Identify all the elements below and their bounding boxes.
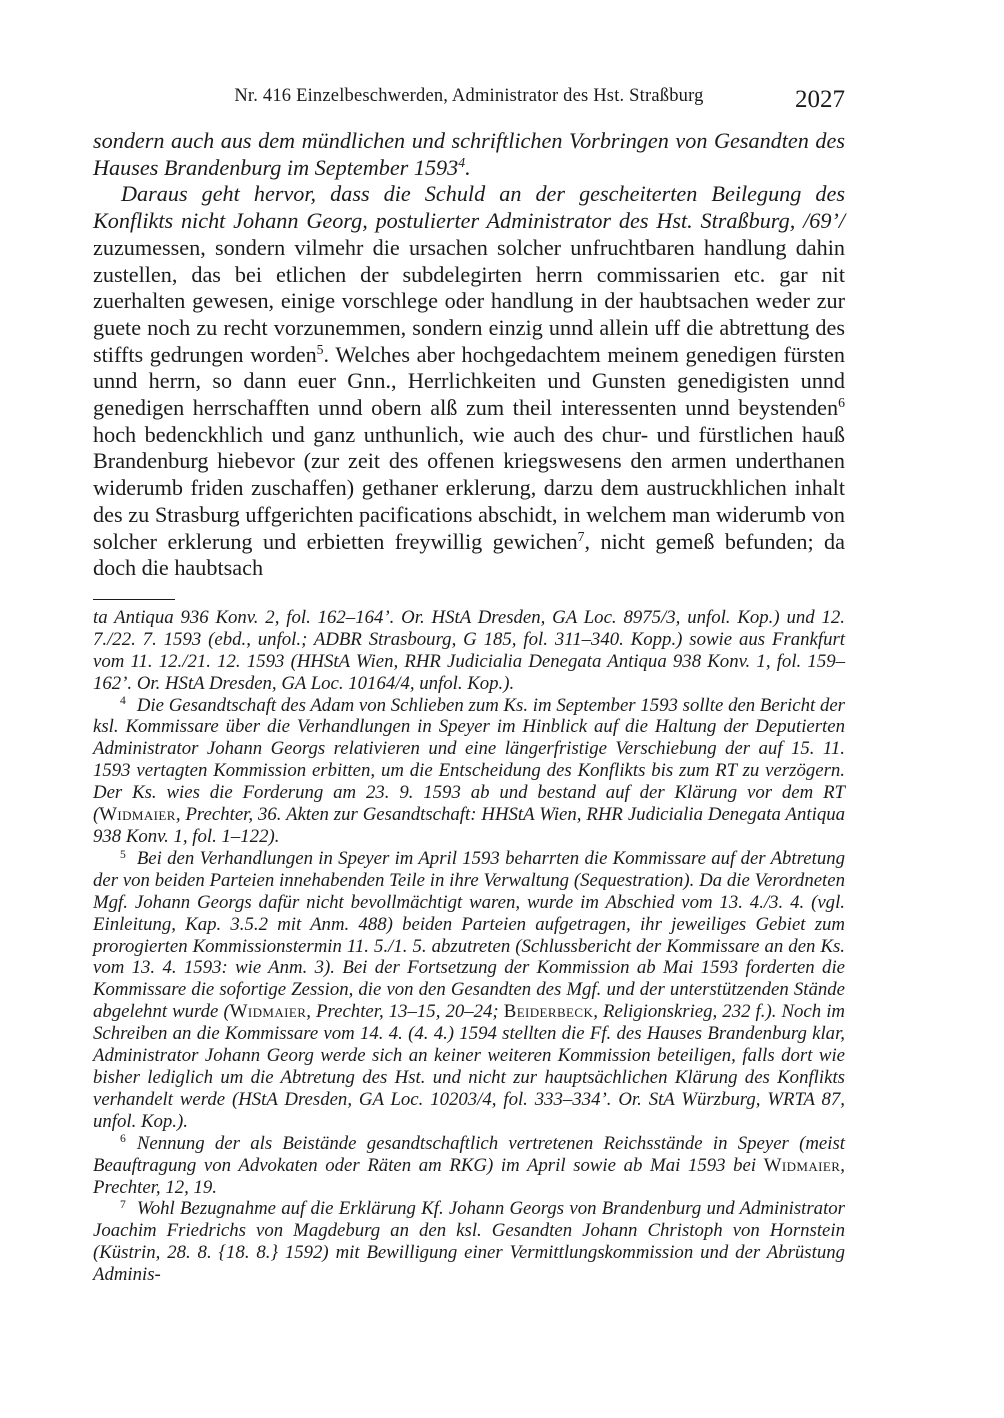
page-number: 2027 [795, 86, 845, 113]
text-segment: Die Gesandtschaft des Adam von Schlieben zum Ks. im September 1593 sollte den Bericht der ksl. Kommissare über die Verhandlungen in Speyer im Hinblick auf die Haltung der Deputierten Administrator Johann Georgs relativieren und eine längerfristige Verschiebung der auf 15. 11. 1593 vertagten Kommission erbitten, um die Entscheidung des Konflikts bis zum RT zu verzögern. Der Ks. wies die Forderung am 23. 9. 1593 ab und bestand auf der Klärung vor dem RT ( [93, 694, 845, 826]
footnote [93, 1198, 845, 1286]
footnote-continuation [93, 607, 845, 695]
text-segment: Bei den Verhandlungen in Speyer im April 1593 beharrten die Kommissare auf der Abtretung der von beiden Parteien innehabenden Teile in ihre Verwaltung (Sequestration). Da die Verordneten Mgf. Johann Georgs dafür nicht bevollmächtigt waren, wurde im Abschied vom 13. 4./3. 4. (vgl. Einleitung, Kap. 3.5.2 mit Anm. 488) beiden Parteien aufgetragen, ihr jeweiliges Gebiet zum prorogierten Kommissionstermin 11. 5./1. 5. abzutreten (Schlussbericht der Kommissare an den Ks. vom 13. 4. 1593: wie Anm. 3). Bei der Fortsetzung der Kommission ab Mai 1593 forderten die Kommissare die sofortige Zession, die von den Gesandten des Mgf. und der unterstützenden Stände abgelehnt wurde ( [93, 847, 845, 1023]
text-segment: sondern auch aus dem mündlichen und schriftlichen Vorbringen von Gesandten des Hauses Brandenburg im September 1593 [93, 128, 845, 180]
footnote [93, 848, 845, 1133]
text-segment: , Prechter, 12, 19. [93, 1154, 845, 1198]
footnote-number: 4 [120, 694, 126, 708]
footnote-reference: 7 [577, 528, 585, 544]
text-segment: . Welches aber hochgedachtem meinem genedigen fürsten unnd herrn, so dann euer Gnn., Herrlichkeiten und Gunsten genedigisten unnd genedigen herrschafften unnd obern alß zum theil interessenten unnd beystenden [93, 341, 845, 421]
author-smallcaps: Beiderbeck [503, 1001, 594, 1023]
text-segment: Wohl Bezugnahme auf die Erklärung Kf. Johann Georgs von Brandenburg und Administrator Joachim Friedrichs von Magdeburg an den ksl. Gesandten Johann Christoph von Hornstein (Küstrin, 28. 8. {18. 8.} 1592) mit Bewilligung einer Vermittlungskommission und der Abrüstung Adminis- [93, 1198, 845, 1286]
footnote-reference: 4 [458, 155, 466, 171]
text-segment: , Religionskrieg, 232 f.). Noch im Schreiben an die Kommissare vom 14. 4. (4. 4.) 1594 stellten die Ff. des Hauses Brandenburg klar, Administrator Johann Georg werde sich an keiner weiteren Kommission beteiligen, falls dort wie bisher lediglich um die Abtretung des Hst. und nicht zur hauptsächlichen Klärung des Konflikts verhandelt werde (HStA Dresden, GA Loc. 10203/4, fol. 333–334’. Or. StA Würzburg, WRTA 87, unfol. Kop.). [93, 1001, 845, 1132]
author-smallcaps: Widmaier [763, 1154, 841, 1176]
author-smallcaps: Widmaier [229, 1001, 307, 1023]
running-head: Nr. 416 Einzelbeschwerden, Administrator des Hst. Straßburg [234, 86, 704, 106]
footnote-reference: 6 [838, 395, 845, 411]
footnote [93, 695, 845, 848]
text-segment: , Prechter, 36. Akten zur Gesandtschaft: HHStA Wien, RHR Judicialia Denegata Antiqua 938 Konv. 1, fol. 1–122). [93, 804, 845, 848]
body-paragraph [93, 128, 845, 181]
text-segment: ta Antiqua 936 Konv. 2, fol. 162–164’. Or. HStA Dresden, GA Loc. 8975/3, unfol. Kop.) und 12. 7./22. 7. 1593 (ebd., unfol.; ADBR Strasbourg, G 185, fol. 311–340. Kopp.) sowie aus Frankfurt vom 11. 12./21. 12. 1593 (HHStA Wien, RHR Judicialia Denegata Antiqua 938 Konv. 1, fol. 159–162’. Or. HStA Dresden, GA Loc. 10164/4, unfol. Kop.). [93, 606, 845, 694]
text-segment: Daraus geht hervor, dass die Schuld an der gescheiterten Beilegung des Konflikts nicht Johann Georg, postulierter Administrator des Hst. Straßburg, /69’/ [93, 181, 845, 234]
text-segment: , Prechter, 13–15, 20–24; [306, 1001, 504, 1023]
text-segment: . [465, 154, 471, 180]
footnote [93, 1133, 845, 1199]
text-segment: Nennung der als Beistände gesandtschaftlich vertretenen Reichsstände in Speyer (meist Beauftragung von Advokaten oder Räten am RKG) im April sowie ab Mai 1593 bei [93, 1132, 845, 1176]
footnote-number: 6 [120, 1132, 126, 1146]
page-header [93, 84, 845, 112]
footnote-separator [93, 599, 175, 600]
body-paragraph [93, 181, 845, 582]
footnote-number: 7 [120, 1198, 126, 1212]
text-segment: hoch bedenckhlich und ganz unthunlich, wie auch des chur- und fürstlichen hauß Brandenburg hiebevor (zur zeit des offenen kriegswesens den armen underthanen widerumb friden zuschaffen) gethaner erklerung, darzu dem austruckhlichen inhalt des zu Strasburg uffgerichten pacifications abschidt, in welchem man widerumb von solcher erklerung und erbietten freywillig gewichen [93, 421, 845, 554]
footnote-block [93, 607, 845, 1286]
text-segment: , nicht gemeß befunden; da doch die haubtsach [93, 528, 846, 581]
main-text-block [93, 128, 845, 582]
footnote-reference: 5 [316, 342, 324, 358]
author-smallcaps: Widmaier [99, 804, 176, 826]
footnote-number: 5 [120, 847, 126, 861]
text-segment: zuzumessen, sondern vilmehr die ursachen solcher unfruchtbaren handlung dahin zustellen, das bei etlichen der subdelegirten herrn commissarien etc. gar nit zuerhalten gewesen, einige vorschlege oder handlung in der haubtsachen weder zur guete noch zu recht vorzunemmen, sondern einzig unnd allein uff die abtrettung des stiffts gedrungen worden [93, 234, 845, 367]
